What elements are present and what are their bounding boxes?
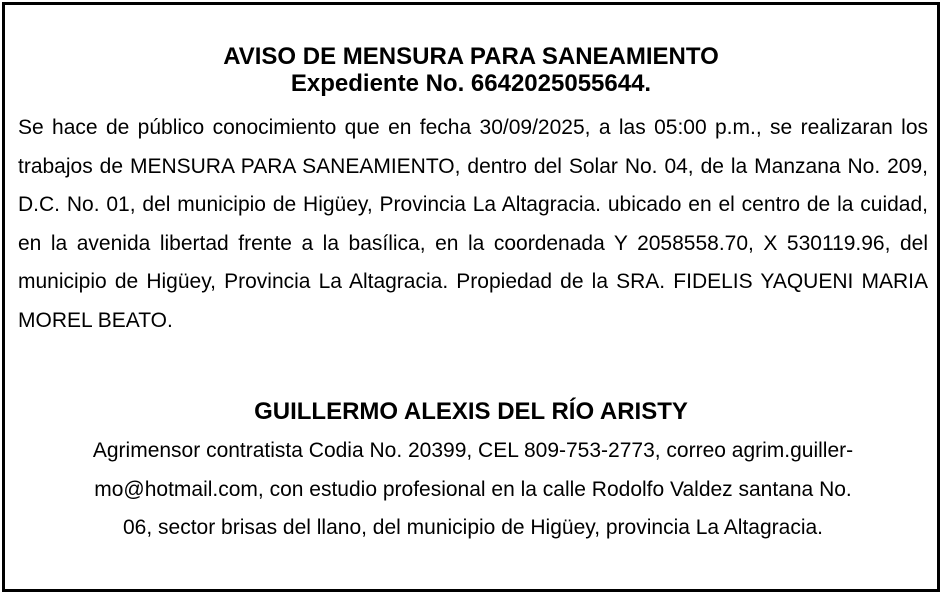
signer-details-line: Agrimensor contratista Codia No. 20399, CEL 809-753-2773, correo agrim.guiller- <box>92 439 854 462</box>
signer-name: GUILLERMO ALEXIS DEL RÍO ARISTY <box>254 398 688 425</box>
signer-details-line: mo@hotmail.com, con estudio profesional en la calle Rodolfo Valdez santana No. <box>94 477 852 501</box>
notice-frame <box>2 2 940 592</box>
signer-details-line: 06, sector brisas del llano, del municipio de Higüey, provincia La Altagracia. <box>123 516 823 539</box>
signer-details <box>18 432 928 548</box>
notice-body: Se hace de público conocimiento que en fecha 30/09/2025, a las 05:00 p.m., se realizaran los trabajos de MENSURA PARA SANEAMIENTO, dentro del Solar No. 04, de la Manzana No. 209, D.C. No. 01, del municipio de Higüey, Provincia La Altagracia. ubicado en el centro de la cuidad, en la avenida libertad frente a la basílica, en la coordenada Y 2058558.70, X 530119.96, del municipio de Higüey, Provincia La Altagracia. Propiedad de la SRA. FIDELIS YAQUENI MARIA MOREL BEATO. <box>18 116 928 332</box>
file-number: Expediente No. 6642025055644. <box>290 70 652 97</box>
notice-title: AVISO DE MENSURA PARA SANEAMIENTO <box>223 43 719 70</box>
notice-title-block <box>5 43 937 97</box>
